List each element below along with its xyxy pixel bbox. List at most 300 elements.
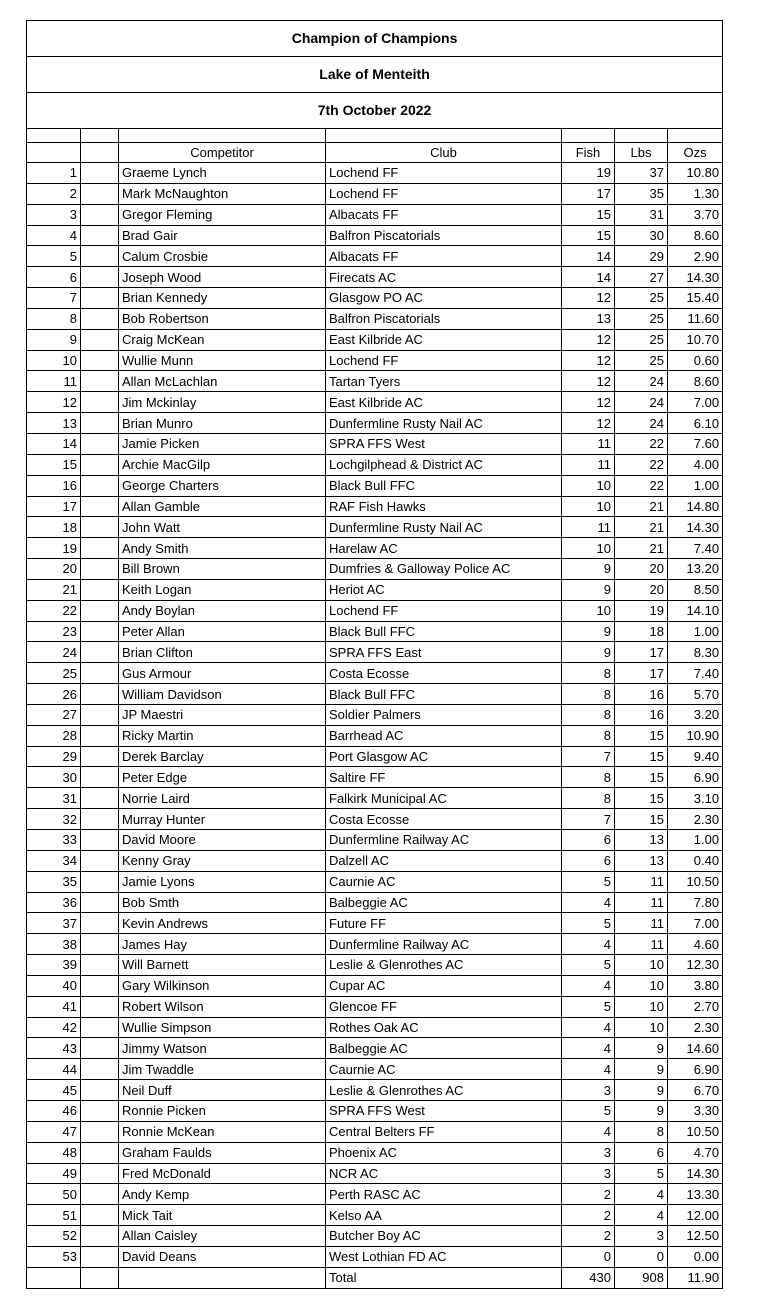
- table-row: [27, 183, 723, 204]
- spacer-cell: [81, 642, 119, 663]
- fish-cell: 5: [562, 955, 615, 976]
- competitor-cell: Brian Kennedy: [119, 288, 326, 309]
- fish-cell: 12: [562, 392, 615, 413]
- club-cell: Barrhead AC: [326, 725, 562, 746]
- competitor-cell: George Charters: [119, 475, 326, 496]
- rank-cell: 12: [27, 392, 81, 413]
- rank-cell: 1: [27, 163, 81, 184]
- rank-cell: 9: [27, 329, 81, 350]
- club-cell: Black Bull FFC: [326, 475, 562, 496]
- fish-cell: 13: [562, 308, 615, 329]
- spacer-cell: [81, 1059, 119, 1080]
- fish-cell: 12: [562, 413, 615, 434]
- total-rank-cell: [27, 1267, 81, 1288]
- rank-cell: 28: [27, 725, 81, 746]
- lbs-cell: 21: [615, 496, 668, 517]
- rank-cell: 19: [27, 538, 81, 559]
- fish-cell: 11: [562, 454, 615, 475]
- rank-cell: 7: [27, 288, 81, 309]
- ozs-cell: 4.70: [668, 1142, 723, 1163]
- table-row: [27, 392, 723, 413]
- lbs-cell: 8: [615, 1121, 668, 1142]
- header-lbs: Lbs: [615, 143, 668, 163]
- rank-cell: 3: [27, 204, 81, 225]
- fish-cell: 8: [562, 725, 615, 746]
- club-cell: Lochgilphead & District AC: [326, 454, 562, 475]
- rank-cell: 22: [27, 600, 81, 621]
- ozs-cell: 7.80: [668, 892, 723, 913]
- fish-cell: 12: [562, 329, 615, 350]
- competitor-cell: Jimmy Watson: [119, 1038, 326, 1059]
- rank-cell: 21: [27, 579, 81, 600]
- lbs-cell: 4: [615, 1184, 668, 1205]
- spacer-cell: [81, 746, 119, 767]
- fish-cell: 9: [562, 559, 615, 580]
- ozs-cell: 2.30: [668, 809, 723, 830]
- rank-cell: 36: [27, 892, 81, 913]
- date-row: [27, 93, 723, 129]
- competitor-cell: Andy Smith: [119, 538, 326, 559]
- fish-cell: 11: [562, 433, 615, 454]
- spacer-cell: [81, 1038, 119, 1059]
- competitor-cell: Mick Tait: [119, 1205, 326, 1226]
- club-cell: Kelso AA: [326, 1205, 562, 1226]
- fish-cell: 8: [562, 684, 615, 705]
- table-row: [27, 329, 723, 350]
- table-row: [27, 1017, 723, 1038]
- table-row: [27, 725, 723, 746]
- ozs-cell: 1.00: [668, 475, 723, 496]
- ozs-cell: 2.70: [668, 996, 723, 1017]
- competitor-cell: Brian Munro: [119, 413, 326, 434]
- lbs-cell: 10: [615, 975, 668, 996]
- fish-cell: 19: [562, 163, 615, 184]
- competitor-cell: Kenny Gray: [119, 850, 326, 871]
- ozs-cell: 3.80: [668, 975, 723, 996]
- competitor-cell: Kevin Andrews: [119, 913, 326, 934]
- competitor-cell: Craig McKean: [119, 329, 326, 350]
- total-row: [27, 1267, 723, 1288]
- fish-cell: 8: [562, 788, 615, 809]
- rank-cell: 2: [27, 183, 81, 204]
- lbs-cell: 9: [615, 1038, 668, 1059]
- ozs-cell: 10.50: [668, 1121, 723, 1142]
- table-row: [27, 975, 723, 996]
- table-row: [27, 496, 723, 517]
- table-row: [27, 934, 723, 955]
- total-competitor-cell: [119, 1267, 326, 1288]
- competitor-cell: William Davidson: [119, 684, 326, 705]
- fish-cell: 10: [562, 496, 615, 517]
- header-fish: Fish: [562, 143, 615, 163]
- blank-cell: [81, 129, 119, 143]
- fish-cell: 9: [562, 642, 615, 663]
- table-row: [27, 517, 723, 538]
- spacer-cell: [81, 1205, 119, 1226]
- rank-cell: 10: [27, 350, 81, 371]
- lbs-cell: 11: [615, 871, 668, 892]
- fish-cell: 3: [562, 1142, 615, 1163]
- ozs-cell: 13.30: [668, 1184, 723, 1205]
- rank-cell: 24: [27, 642, 81, 663]
- table-row: [27, 246, 723, 267]
- lbs-cell: 13: [615, 830, 668, 851]
- club-cell: Cupar AC: [326, 975, 562, 996]
- fish-cell: 4: [562, 1121, 615, 1142]
- fish-cell: 15: [562, 204, 615, 225]
- table-row: [27, 308, 723, 329]
- rank-cell: 5: [27, 246, 81, 267]
- rank-cell: 48: [27, 1142, 81, 1163]
- competitor-cell: Gary Wilkinson: [119, 975, 326, 996]
- blank-row: [27, 129, 723, 143]
- competitor-cell: Ronnie McKean: [119, 1121, 326, 1142]
- ozs-cell: 7.00: [668, 913, 723, 934]
- rank-cell: 35: [27, 871, 81, 892]
- table-row: [27, 371, 723, 392]
- lbs-cell: 21: [615, 517, 668, 538]
- competitor-cell: Fred McDonald: [119, 1163, 326, 1184]
- lbs-cell: 35: [615, 183, 668, 204]
- ozs-cell: 3.30: [668, 1100, 723, 1121]
- competitor-cell: Norrie Laird: [119, 788, 326, 809]
- ozs-cell: 8.60: [668, 371, 723, 392]
- ozs-cell: 7.40: [668, 663, 723, 684]
- fish-cell: 2: [562, 1205, 615, 1226]
- club-cell: SPRA FFS East: [326, 642, 562, 663]
- club-cell: Perth RASC AC: [326, 1184, 562, 1205]
- ozs-cell: 8.50: [668, 579, 723, 600]
- competitor-cell: Gregor Fleming: [119, 204, 326, 225]
- competitor-cell: Ronnie Picken: [119, 1100, 326, 1121]
- rank-cell: 38: [27, 934, 81, 955]
- rank-cell: 18: [27, 517, 81, 538]
- table-row: [27, 955, 723, 976]
- lbs-cell: 21: [615, 538, 668, 559]
- table-row: [27, 163, 723, 184]
- ozs-cell: 0.00: [668, 1246, 723, 1267]
- spacer-cell: [81, 413, 119, 434]
- lbs-cell: 11: [615, 934, 668, 955]
- rank-cell: 51: [27, 1205, 81, 1226]
- table-row: [27, 830, 723, 851]
- competitor-cell: John Watt: [119, 517, 326, 538]
- ozs-cell: 7.40: [668, 538, 723, 559]
- spacer-cell: [81, 538, 119, 559]
- lbs-cell: 15: [615, 746, 668, 767]
- ozs-cell: 14.30: [668, 517, 723, 538]
- competitor-cell: Derek Barclay: [119, 746, 326, 767]
- fish-cell: 5: [562, 913, 615, 934]
- fish-cell: 4: [562, 934, 615, 955]
- club-cell: Dunfermline Railway AC: [326, 934, 562, 955]
- title-row: [27, 21, 723, 57]
- rank-cell: 20: [27, 559, 81, 580]
- ozs-cell: 6.90: [668, 1059, 723, 1080]
- spacer-cell: [81, 579, 119, 600]
- table-row: [27, 642, 723, 663]
- ozs-cell: 15.40: [668, 288, 723, 309]
- lbs-cell: 17: [615, 642, 668, 663]
- competitor-cell: Mark McNaughton: [119, 183, 326, 204]
- club-cell: SPRA FFS West: [326, 433, 562, 454]
- table-row: [27, 538, 723, 559]
- table-row: [27, 1205, 723, 1226]
- club-cell: Port Glasgow AC: [326, 746, 562, 767]
- club-cell: Caurnie AC: [326, 1059, 562, 1080]
- table-row: [27, 1121, 723, 1142]
- fish-cell: 14: [562, 267, 615, 288]
- rank-cell: 31: [27, 788, 81, 809]
- lbs-cell: 9: [615, 1059, 668, 1080]
- fish-cell: 4: [562, 892, 615, 913]
- blank-cell: [615, 129, 668, 143]
- lbs-cell: 9: [615, 1080, 668, 1101]
- lbs-cell: 18: [615, 621, 668, 642]
- competitor-cell: Andy Kemp: [119, 1184, 326, 1205]
- club-cell: Albacats FF: [326, 204, 562, 225]
- ozs-cell: 11.60: [668, 308, 723, 329]
- fish-cell: 2: [562, 1226, 615, 1247]
- spacer-cell: [81, 600, 119, 621]
- fish-cell: 6: [562, 830, 615, 851]
- lbs-cell: 9: [615, 1100, 668, 1121]
- spacer-cell: [81, 392, 119, 413]
- club-cell: Black Bull FFC: [326, 684, 562, 705]
- column-header-row: [27, 143, 723, 163]
- rank-cell: 52: [27, 1226, 81, 1247]
- competitor-cell: David Moore: [119, 830, 326, 851]
- rank-cell: 30: [27, 767, 81, 788]
- fish-cell: 15: [562, 225, 615, 246]
- ozs-cell: 8.60: [668, 225, 723, 246]
- lbs-cell: 22: [615, 433, 668, 454]
- fish-cell: 12: [562, 288, 615, 309]
- ozs-cell: 6.10: [668, 413, 723, 434]
- club-cell: Dalzell AC: [326, 850, 562, 871]
- club-cell: East Kilbride AC: [326, 392, 562, 413]
- competitor-cell: Bob Smth: [119, 892, 326, 913]
- spacer-cell: [81, 767, 119, 788]
- table-row: [27, 704, 723, 725]
- fish-cell: 4: [562, 1017, 615, 1038]
- club-cell: Future FF: [326, 913, 562, 934]
- fish-cell: 8: [562, 663, 615, 684]
- ozs-cell: 10.80: [668, 163, 723, 184]
- lbs-cell: 27: [615, 267, 668, 288]
- ozs-cell: 1.00: [668, 830, 723, 851]
- ozs-cell: 2.30: [668, 1017, 723, 1038]
- competitor-cell: James Hay: [119, 934, 326, 955]
- lbs-cell: 22: [615, 475, 668, 496]
- sheet-venue: Lake of Menteith: [27, 57, 723, 93]
- fish-cell: 11: [562, 517, 615, 538]
- table-row: [27, 433, 723, 454]
- rank-cell: 15: [27, 454, 81, 475]
- lbs-cell: 4: [615, 1205, 668, 1226]
- ozs-cell: 12.50: [668, 1226, 723, 1247]
- fish-cell: 7: [562, 746, 615, 767]
- table-row: [27, 663, 723, 684]
- lbs-cell: 10: [615, 1017, 668, 1038]
- lbs-cell: 3: [615, 1226, 668, 1247]
- lbs-cell: 16: [615, 684, 668, 705]
- club-cell: Balbeggie AC: [326, 1038, 562, 1059]
- spacer-cell: [81, 225, 119, 246]
- competitor-cell: Calum Crosbie: [119, 246, 326, 267]
- club-cell: Leslie & Glenrothes AC: [326, 1080, 562, 1101]
- fish-cell: 4: [562, 1038, 615, 1059]
- lbs-cell: 24: [615, 413, 668, 434]
- lbs-cell: 15: [615, 788, 668, 809]
- spacer-cell: [81, 371, 119, 392]
- rank-cell: 39: [27, 955, 81, 976]
- table-row: [27, 788, 723, 809]
- club-cell: Balbeggie AC: [326, 892, 562, 913]
- table-row: [27, 913, 723, 934]
- competitor-cell: Archie MacGilp: [119, 454, 326, 475]
- spacer-cell: [81, 246, 119, 267]
- club-cell: Lochend FF: [326, 350, 562, 371]
- fish-cell: 10: [562, 600, 615, 621]
- spacer-cell: [81, 267, 119, 288]
- blank-cell: [27, 129, 81, 143]
- fish-cell: 3: [562, 1163, 615, 1184]
- rank-cell: 13: [27, 413, 81, 434]
- ozs-cell: 1.00: [668, 621, 723, 642]
- rank-cell: 26: [27, 684, 81, 705]
- competitor-cell: David Deans: [119, 1246, 326, 1267]
- lbs-cell: 20: [615, 579, 668, 600]
- table-row: [27, 809, 723, 830]
- spacer-cell: [81, 1226, 119, 1247]
- spacer-cell: [81, 1121, 119, 1142]
- competitor-cell: Keith Logan: [119, 579, 326, 600]
- lbs-cell: 17: [615, 663, 668, 684]
- table-row: [27, 1226, 723, 1247]
- spacer-cell: [81, 704, 119, 725]
- spacer-cell: [81, 621, 119, 642]
- ozs-cell: 7.00: [668, 392, 723, 413]
- fish-cell: 4: [562, 1059, 615, 1080]
- competitor-cell: Brad Gair: [119, 225, 326, 246]
- rank-cell: 32: [27, 809, 81, 830]
- club-cell: Firecats AC: [326, 267, 562, 288]
- club-cell: Central Belters FF: [326, 1121, 562, 1142]
- spacer-cell: [81, 1142, 119, 1163]
- club-cell: Black Bull FFC: [326, 621, 562, 642]
- total-label: Total: [326, 1267, 562, 1288]
- club-cell: Costa Ecosse: [326, 809, 562, 830]
- fish-cell: 9: [562, 621, 615, 642]
- table-row: [27, 1163, 723, 1184]
- club-cell: Balfron Piscatorials: [326, 225, 562, 246]
- table-row: [27, 204, 723, 225]
- table-row: [27, 350, 723, 371]
- rank-cell: 44: [27, 1059, 81, 1080]
- lbs-cell: 25: [615, 308, 668, 329]
- club-cell: Lochend FF: [326, 163, 562, 184]
- sheet-date: 7th October 2022: [27, 93, 723, 129]
- rank-cell: 8: [27, 308, 81, 329]
- rank-cell: 11: [27, 371, 81, 392]
- rank-cell: 4: [27, 225, 81, 246]
- club-cell: Glasgow PO AC: [326, 288, 562, 309]
- spacer-cell: [81, 475, 119, 496]
- spacer-cell: [81, 496, 119, 517]
- spacer-cell: [81, 892, 119, 913]
- lbs-cell: 6: [615, 1142, 668, 1163]
- lbs-cell: 13: [615, 850, 668, 871]
- ozs-cell: 0.40: [668, 850, 723, 871]
- competitor-cell: JP Maestri: [119, 704, 326, 725]
- ozs-cell: 8.30: [668, 642, 723, 663]
- total-lbs: 908: [615, 1267, 668, 1288]
- fish-cell: 0: [562, 1246, 615, 1267]
- lbs-cell: 25: [615, 350, 668, 371]
- competitor-cell: Allan Gamble: [119, 496, 326, 517]
- club-cell: Glencoe FF: [326, 996, 562, 1017]
- rank-cell: 34: [27, 850, 81, 871]
- rank-cell: 40: [27, 975, 81, 996]
- fish-cell: 3: [562, 1080, 615, 1101]
- spacer-cell: [81, 1184, 119, 1205]
- ozs-cell: 10.70: [668, 329, 723, 350]
- club-cell: NCR AC: [326, 1163, 562, 1184]
- lbs-cell: 15: [615, 725, 668, 746]
- total-ozs: 11.90: [668, 1267, 723, 1288]
- spacer-cell: [81, 830, 119, 851]
- spacer-cell: [81, 163, 119, 184]
- competitor-cell: Bob Robertson: [119, 308, 326, 329]
- spacer-cell: [81, 663, 119, 684]
- rank-cell: 29: [27, 746, 81, 767]
- lbs-cell: 16: [615, 704, 668, 725]
- spacer-cell: [81, 517, 119, 538]
- ozs-cell: 13.20: [668, 559, 723, 580]
- club-cell: SPRA FFS West: [326, 1100, 562, 1121]
- header-competitor: Competitor: [119, 143, 326, 163]
- lbs-cell: 29: [615, 246, 668, 267]
- competitor-cell: Wullie Munn: [119, 350, 326, 371]
- rank-cell: 46: [27, 1100, 81, 1121]
- fish-cell: 6: [562, 850, 615, 871]
- ozs-cell: 9.40: [668, 746, 723, 767]
- blank-cell: [326, 129, 562, 143]
- club-cell: Costa Ecosse: [326, 663, 562, 684]
- rank-cell: 37: [27, 913, 81, 934]
- lbs-cell: 5: [615, 1163, 668, 1184]
- ozs-cell: 12.00: [668, 1205, 723, 1226]
- rank-cell: 6: [27, 267, 81, 288]
- spacer-cell: [81, 433, 119, 454]
- table-row: [27, 1184, 723, 1205]
- fish-cell: 9: [562, 579, 615, 600]
- spacer-cell: [81, 871, 119, 892]
- table-row: [27, 288, 723, 309]
- competitor-cell: Peter Edge: [119, 767, 326, 788]
- table-row: [27, 1038, 723, 1059]
- lbs-cell: 15: [615, 767, 668, 788]
- competitor-cell: Ricky Martin: [119, 725, 326, 746]
- ozs-cell: 3.10: [668, 788, 723, 809]
- table-row: [27, 225, 723, 246]
- table-row: [27, 1246, 723, 1267]
- spacer-cell: [81, 934, 119, 955]
- ozs-cell: 4.00: [668, 454, 723, 475]
- table-row: [27, 746, 723, 767]
- table-row: [27, 850, 723, 871]
